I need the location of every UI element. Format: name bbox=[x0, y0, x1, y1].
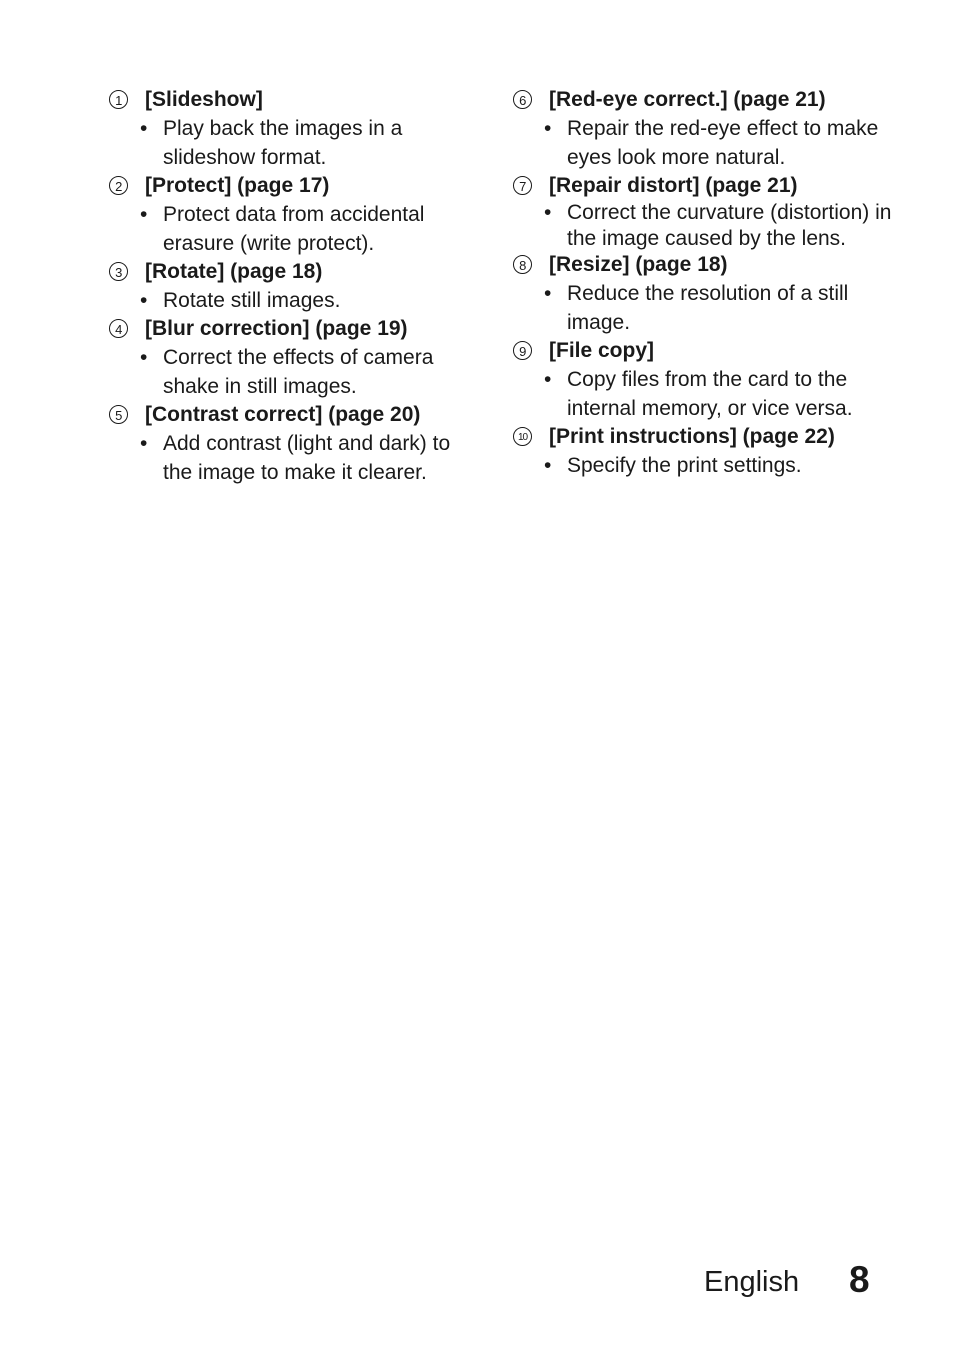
item-heading bbox=[108, 258, 478, 286]
item-title: [Contrast correct] (page 20) bbox=[145, 403, 421, 426]
list-item bbox=[512, 86, 892, 172]
bullet-icon: • bbox=[140, 289, 148, 312]
right-column bbox=[512, 86, 892, 480]
item-text: Correct the curvature (distortion) in the image caused by the lens. bbox=[567, 201, 892, 250]
item-description bbox=[108, 429, 478, 487]
bullet-icon: • bbox=[140, 346, 148, 369]
item-number: 2 bbox=[109, 176, 128, 195]
list-item bbox=[512, 423, 892, 480]
item-description bbox=[512, 114, 892, 172]
bullet-icon: • bbox=[544, 282, 552, 305]
item-description bbox=[108, 200, 478, 258]
item-text: Protect data from accidental erasure (write protect). bbox=[163, 203, 425, 255]
item-title: [Slideshow] bbox=[145, 88, 263, 111]
item-title: [Blur correction] (page 19) bbox=[145, 317, 408, 340]
item-text: Rotate still images. bbox=[163, 289, 341, 312]
bullet-icon: • bbox=[140, 203, 148, 226]
left-column bbox=[108, 86, 478, 487]
item-number: 6 bbox=[513, 90, 532, 109]
item-title: [Repair distort] (page 21) bbox=[549, 174, 798, 197]
list-item bbox=[512, 337, 892, 423]
item-heading bbox=[512, 86, 892, 114]
item-number: 10 bbox=[513, 427, 532, 446]
footer-language: English bbox=[704, 1266, 800, 1298]
item-heading bbox=[512, 337, 892, 365]
list-item bbox=[108, 401, 478, 487]
item-number: 5 bbox=[109, 405, 128, 424]
list-item bbox=[108, 86, 478, 172]
list-item bbox=[108, 315, 478, 401]
list-item bbox=[108, 258, 478, 315]
item-title: [Rotate] (page 18) bbox=[145, 260, 323, 283]
item-description bbox=[512, 200, 892, 251]
item-heading bbox=[512, 251, 892, 279]
item-heading bbox=[512, 423, 892, 451]
item-title: [Print instructions] (page 22) bbox=[549, 425, 835, 448]
item-number: 7 bbox=[513, 176, 532, 195]
item-number: 9 bbox=[513, 341, 532, 360]
item-text: Play back the images in a slideshow format. bbox=[163, 117, 403, 169]
list-item bbox=[512, 251, 892, 337]
item-description bbox=[108, 286, 478, 315]
bullet-icon: • bbox=[544, 201, 552, 224]
item-number: 8 bbox=[513, 255, 532, 274]
item-description bbox=[108, 343, 478, 401]
item-text: Repair the red-eye effect to make eyes look more natural. bbox=[567, 117, 879, 169]
item-heading bbox=[108, 315, 478, 343]
item-text: Specify the print settings. bbox=[567, 454, 802, 477]
page-number: 8 bbox=[849, 1259, 870, 1300]
item-title: [Red-eye correct.] (page 21) bbox=[549, 88, 826, 111]
item-heading bbox=[108, 86, 478, 114]
item-heading bbox=[512, 172, 892, 200]
item-heading bbox=[108, 401, 478, 429]
item-number: 4 bbox=[109, 319, 128, 338]
item-number: 1 bbox=[109, 90, 128, 109]
item-text: Add contrast (light and dark) to the image to make it clearer. bbox=[163, 432, 451, 484]
bullet-icon: • bbox=[140, 432, 148, 455]
list-item bbox=[512, 172, 892, 251]
item-description bbox=[108, 114, 478, 172]
item-title: [Protect] (page 17) bbox=[145, 174, 330, 197]
item-description bbox=[512, 451, 892, 480]
list-item bbox=[108, 172, 478, 258]
item-title: [Resize] (page 18) bbox=[549, 253, 728, 276]
item-text: Correct the effects of camera shake in still images. bbox=[163, 346, 434, 398]
item-title: [File copy] bbox=[549, 339, 655, 362]
item-description bbox=[512, 279, 892, 337]
bullet-icon: • bbox=[544, 368, 552, 391]
item-text: Copy files from the card to the internal memory, or vice versa. bbox=[567, 368, 853, 420]
bullet-icon: • bbox=[544, 454, 552, 477]
item-number: 3 bbox=[109, 262, 128, 281]
bullet-icon: • bbox=[140, 117, 148, 140]
bullet-icon: • bbox=[544, 117, 552, 140]
item-text: Reduce the resolution of a still image. bbox=[567, 282, 849, 334]
item-heading bbox=[108, 172, 478, 200]
item-description bbox=[512, 365, 892, 423]
